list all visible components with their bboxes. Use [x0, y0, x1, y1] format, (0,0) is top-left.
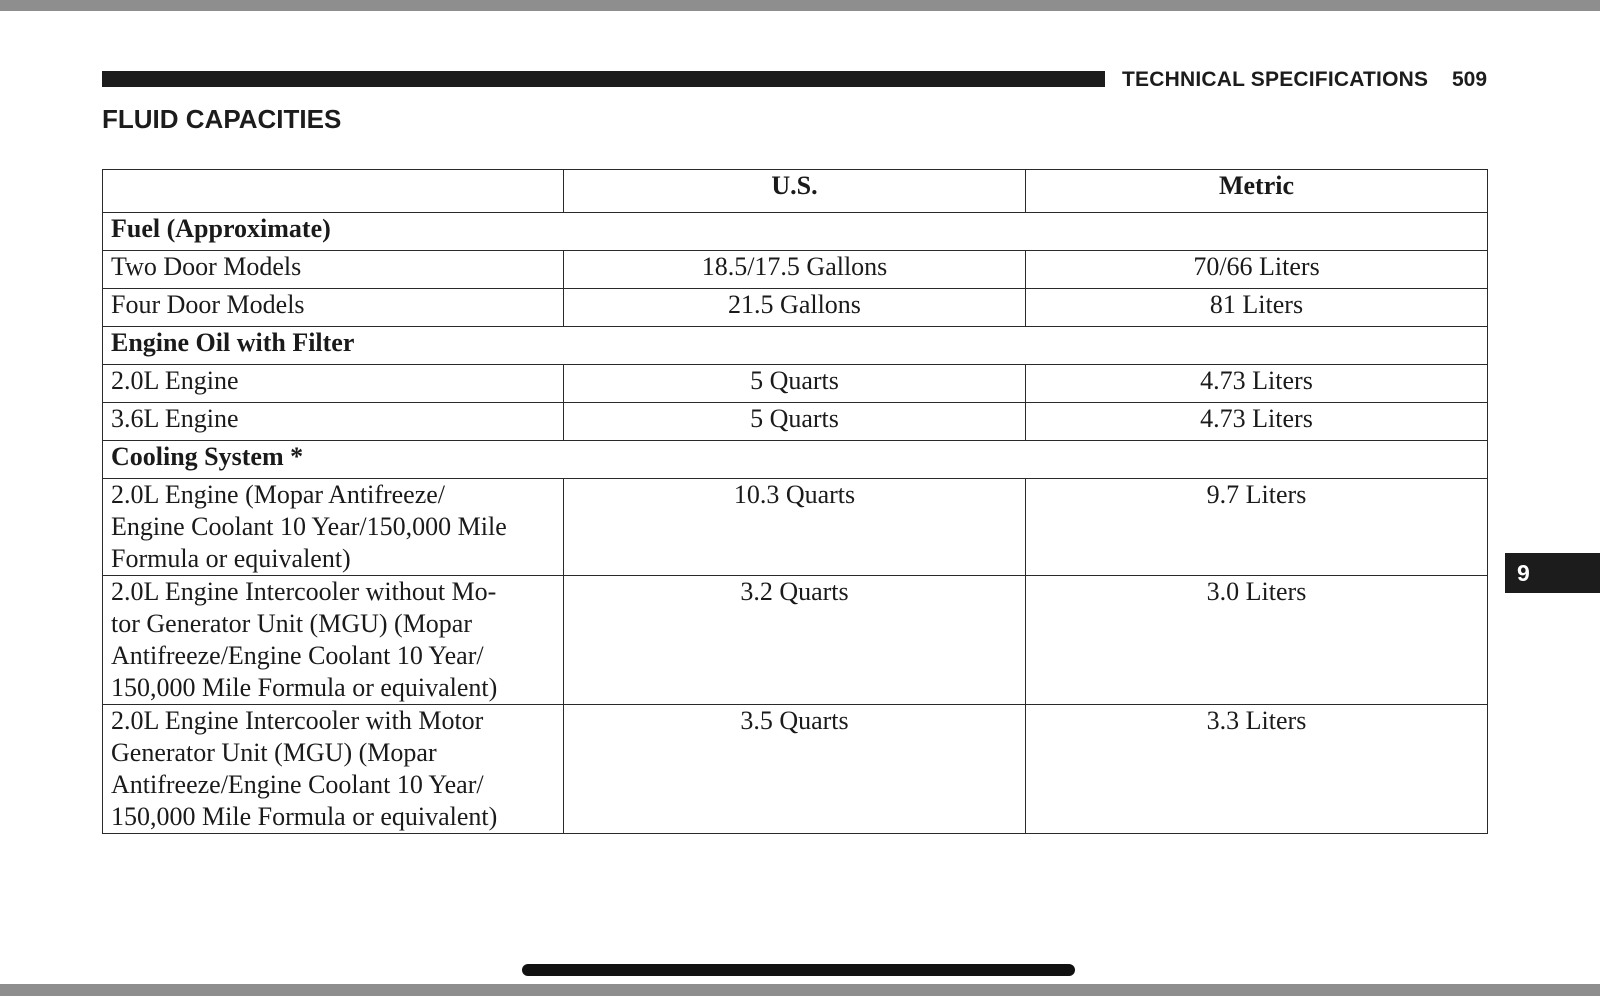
us-value: 3.2 Quarts — [564, 576, 1026, 705]
row-label: Four Door Models — [103, 289, 564, 327]
group-row-engine-oil — [103, 327, 1488, 365]
header-rule — [102, 71, 1105, 87]
column-header-us: U.S. — [564, 170, 1026, 213]
us-value: 3.5 Quarts — [564, 705, 1026, 834]
row-label — [103, 479, 564, 576]
metric-value: 9.7 Liters — [1026, 479, 1488, 576]
metric-value: 4.73 Liters — [1026, 403, 1488, 441]
us-value: 18.5/17.5 Gallons — [564, 251, 1026, 289]
row-label-line: 150,000 Mile Formula or equivalent) — [111, 802, 498, 831]
metric-value: 81 Liters — [1026, 289, 1488, 327]
column-header-metric: Metric — [1026, 170, 1488, 213]
table-header-row — [103, 170, 1488, 213]
metric-value: 70/66 Liters — [1026, 251, 1488, 289]
us-value: 10.3 Quarts — [564, 479, 1026, 576]
row-label — [103, 705, 564, 834]
fluid-capacities-table — [102, 169, 1488, 834]
row-label-line: Generator Unit (MGU) (Mopar — [111, 738, 437, 767]
row-label: 2.0L Engine — [103, 365, 564, 403]
group-row-cooling-system — [103, 441, 1488, 479]
row-label-line: 150,000 Mile Formula or equivalent) — [111, 673, 498, 702]
metric-value: 3.3 Liters — [1026, 705, 1488, 834]
column-header-label — [103, 170, 564, 213]
table-row — [103, 251, 1488, 289]
row-label-line: Formula or equivalent) — [111, 544, 351, 573]
us-value: 21.5 Gallons — [564, 289, 1026, 327]
us-value: 5 Quarts — [564, 403, 1026, 441]
row-label: Two Door Models — [103, 251, 564, 289]
table-row — [103, 576, 1488, 705]
metric-value: 3.0 Liters — [1026, 576, 1488, 705]
home-indicator[interactable] — [522, 964, 1075, 976]
table-row — [103, 705, 1488, 834]
table-row — [103, 479, 1488, 576]
group-label: Engine Oil with Filter — [103, 327, 1488, 365]
group-label: Fuel (Approximate) — [103, 213, 1488, 251]
row-label-line: Antifreeze/Engine Coolant 10 Year/ — [111, 770, 484, 799]
top-frame-band — [0, 0, 1600, 11]
us-value: 5 Quarts — [564, 365, 1026, 403]
page-title: FLUID CAPACITIES — [102, 104, 342, 134]
running-header-section: TECHNICAL SPECIFICATIONS — [1122, 68, 1429, 91]
row-label: 3.6L Engine — [103, 403, 564, 441]
row-label-line: tor Generator Unit (MGU) (Mopar — [111, 609, 473, 638]
metric-value: 4.73 Liters — [1026, 365, 1488, 403]
row-label-line: Engine Coolant 10 Year/150,000 Mile — [111, 512, 507, 541]
chapter-tab[interactable]: 9 — [1505, 553, 1600, 593]
row-label-line: 2.0L Engine Intercooler with Motor — [111, 706, 484, 735]
row-label-line: 2.0L Engine (Mopar Antifreeze/ — [111, 480, 446, 509]
group-label: Cooling System * — [103, 441, 1488, 479]
row-label — [103, 576, 564, 705]
table-row — [103, 289, 1488, 327]
row-label-line: 2.0L Engine Intercooler without Mo- — [111, 577, 497, 606]
page-number: 509 — [1452, 68, 1488, 91]
row-label-line: Antifreeze/Engine Coolant 10 Year/ — [111, 641, 484, 670]
table-row — [103, 365, 1488, 403]
table-row — [103, 403, 1488, 441]
bottom-frame-band — [0, 984, 1600, 996]
group-row-fuel — [103, 213, 1488, 251]
